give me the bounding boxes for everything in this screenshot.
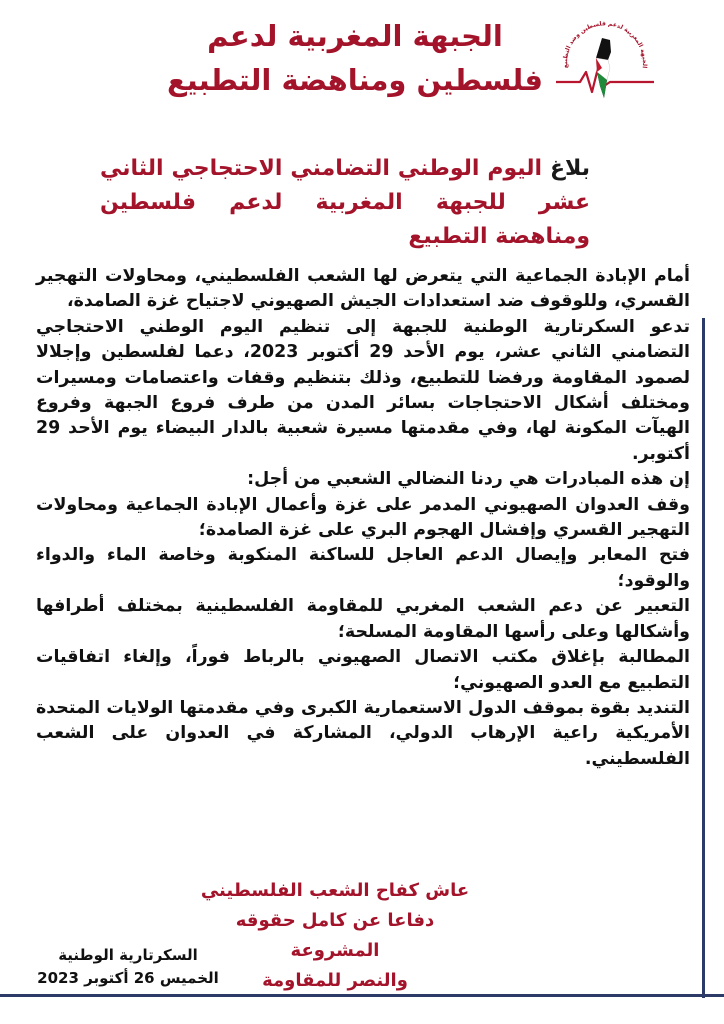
announcement-subject [100,152,590,254]
body-paragraph: المطالبة بإغلاق مكتب الاتصال الصهيوني بالرباط فوراً، وإلغاء اتفاقيات التطبيع مع العدو الصهيوني؛ [36,647,690,693]
body-paragraph: فتح المعابر وإيصال الدعم العاجل للساكنة المنكوبة وخاصة الماء والدواء والوقود؛ [36,545,690,591]
body-paragraph: وقف العدوان الصهيوني المدمر على غزة وأعمال الإبادة الجماعية ومحاولات التهجير القسري وإفشال الهجوم البري على غزة الصامدة؛ [36,494,690,541]
closing-slogans [190,876,480,996]
announcement-body [36,264,690,772]
body-paragraph: إن هذه المبادرات هي ردنا النضالي الشعبي من أجل: [247,469,690,490]
subject-title: اليوم الوطني التضامني الاحتجاجي الثاني عشر للجبهة المغربية لدعم فلسطين ومناهضة التطبيع [100,156,590,249]
body-paragraph: أمام الإبادة الجماعية التي يتعرض لها الشعب الفلسطيني، ومحاولات التهجير القسري، وللوقوف ضد استعدادات الجيش الصهيوني لاجتياح غزة الصامدة، [36,266,690,312]
page-title [150,14,560,102]
closing-line: عاش كفاح الشعب الفلسطيني [200,880,470,901]
title-line-2: فلسطين ومناهضة التطبيع [166,63,544,97]
title-line-1: الجبهة المغربية لدعم [207,19,503,53]
body-paragraph: التعبير عن دعم الشعب المغربي للمقاومة الفلسطينية بمختلف أطرافها وأشكالها وعلى رأسها المقاومة المسلحة؛ [36,596,690,642]
signature-block [28,944,228,990]
closing-line: دفاعا عن كامل حقوقه المشروعة [235,910,435,961]
frame-vertical-line [702,318,705,998]
logo-text: الجبهة المغربية لدعم فلسطين وضد التطبيع [561,20,649,69]
front-logo-icon [550,10,660,120]
body-paragraph: تدعو السكرتارية الوطنية للجبهة إلى تنظيم اليوم الوطني الاحتجاجي التضامني الثاني عشر، يوم الأحد 29 أكتوبر 2023، دعما لفلسطين وإجلالا لصمود المقاومة ورفضا للتطبيع، وذلك بتنظيم وقفات واعتصامات ومسيرات ومختلف أشكال الاحتجاجات بسائر المدن من طرف فروع الجبهة وفروع الهيآت المكونة لها، وفي مقدمتها مسيرة شعبية بالدار البيضاء يوم الأحد 29 أكتوبر. [36,316,690,464]
signature-org: السكرتارية الوطنية [58,946,198,964]
subject-label: بلاغ [549,156,590,181]
body-paragraph: التنديد بقوة بموقف الدول الاستعمارية الكبرى وفي مقدمتها الولايات المتحدة الأمريكية راعية الإرهاب الدولي، المشاركة في العدوان على الشعب الفلسطيني. [36,697,690,769]
closing-line: والنصر للمقاومة [262,970,408,991]
signature-date: الخميس 26 أكتوبر 2023 [37,969,219,987]
